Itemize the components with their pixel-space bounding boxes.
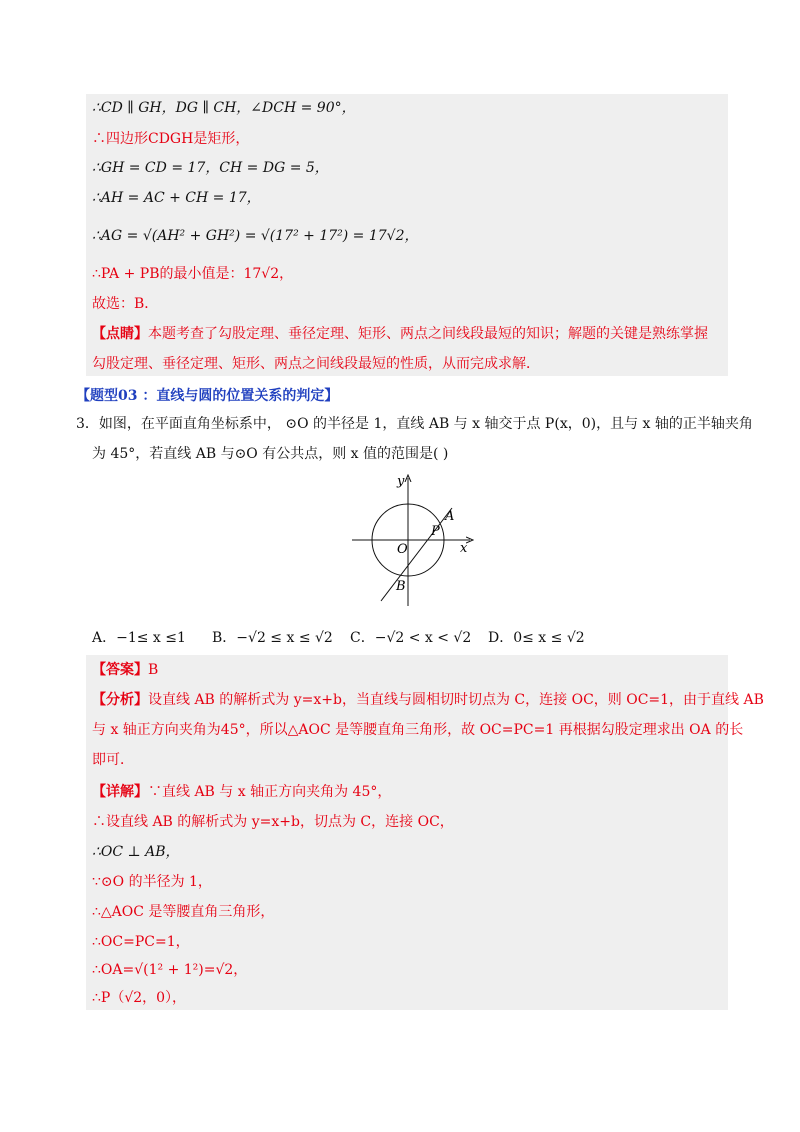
label-y: y	[397, 474, 405, 489]
label-x: x	[460, 541, 468, 556]
detail-tag: 【详解】	[92, 784, 148, 800]
detail-line-8: ∴P（√2，0），	[92, 990, 187, 1006]
analysis-line-3: 即可．	[92, 752, 134, 768]
solution-line-2: ∴四边形CDGH是矩形，	[92, 131, 250, 147]
question-line-1	[76, 414, 753, 434]
analysis-tag: 【分析】	[92, 692, 148, 708]
label-p: P	[431, 524, 440, 539]
solution-line-4: ∴AH = AC + CH = 17，	[92, 190, 261, 206]
detail-line-2: ∴设直线 AB 的解析式为 y=x+b，切点为 C，连接 OC，	[92, 814, 454, 830]
comment-line-2: 勾股定理、垂径定理、矩形、两点之间线段最短的性质，从而完成求解．	[92, 356, 540, 372]
solution-line-5: ∴AG = √(AH² + GH²) = √(17² + 17²) = 17√2，	[92, 228, 419, 244]
analysis-text-1: 设直线 AB 的解析式为 y=x+b，当直线与圆相切时切点为 C，连接 OC，则 OC=1，由于直线 AB	[148, 692, 764, 708]
comment-tag: 【点睛】	[92, 326, 148, 342]
geometry-figure	[350, 470, 480, 610]
comment-line-1	[92, 324, 708, 344]
answer-value: B	[148, 662, 159, 678]
detail-line-3: ∴OC ⊥ AB，	[92, 844, 180, 860]
section-heading: 【题型03 ：直线与圆的位置关系的判定】	[76, 388, 339, 404]
option-b[interactable]: B．−√2 ≤ x ≤ √2	[212, 630, 333, 646]
detail-line-6: ∴OC=PC=1，	[92, 934, 190, 950]
label-a: A	[445, 509, 455, 524]
detail-line-7: ∴OA=√(1² + 1²)=√2，	[92, 962, 248, 978]
detail-line-1	[92, 782, 391, 802]
comment-text-1: 本题考查了勾股定理、垂径定理、矩形、两点之间线段最短的知识；解题的关键是熟练掌握	[148, 326, 708, 342]
solution-line-7: 故选：B．	[92, 296, 159, 312]
solution-line-1: ∴CD ∥ GH，DG ∥ CH，∠DCH = 90°，	[92, 100, 356, 116]
detail-text-1: ∵直线 AB 与 x 轴正方向夹角为 45°，	[148, 784, 392, 800]
question-number: 3．	[76, 416, 99, 432]
answer-tag: 【答案】	[92, 662, 148, 678]
answer-line	[92, 660, 158, 680]
detail-line-4: ∵⊙O 的半径为 1，	[92, 874, 212, 890]
option-d[interactable]: D．0≤ x ≤ √2	[488, 630, 585, 646]
label-b: B	[396, 579, 406, 594]
solution-line-6: ∴PA + PB的最小值是：17√2，	[92, 266, 294, 282]
question-line-2: 为 45°，若直线 AB 与⊙O 有公共点，则 x 值的范围是( )	[92, 446, 449, 462]
option-c[interactable]: C．−√2 < x < √2	[350, 630, 472, 646]
detail-line-5: ∴△AOC 是等腰直角三角形，	[92, 904, 275, 920]
analysis-line-2: 与 x 轴正方向夹角为45°，所以△AOC 是等腰直角三角形，故 OC=PC=1 再根据勾股定理求出 OA 的长	[92, 722, 744, 738]
label-o: O	[397, 542, 408, 557]
question-text-1: 如图，在平面直角坐标系中， ⊙O 的半径是 1，直线 AB 与 x 轴交于点 P(x，0)，且与 x 轴的正半轴夹角	[98, 416, 753, 432]
analysis-line-1	[92, 690, 764, 710]
solution-line-3: ∴GH = CD = 17，CH = DG = 5，	[92, 160, 329, 176]
option-a[interactable]: A．−1≤ x ≤1	[92, 630, 186, 646]
